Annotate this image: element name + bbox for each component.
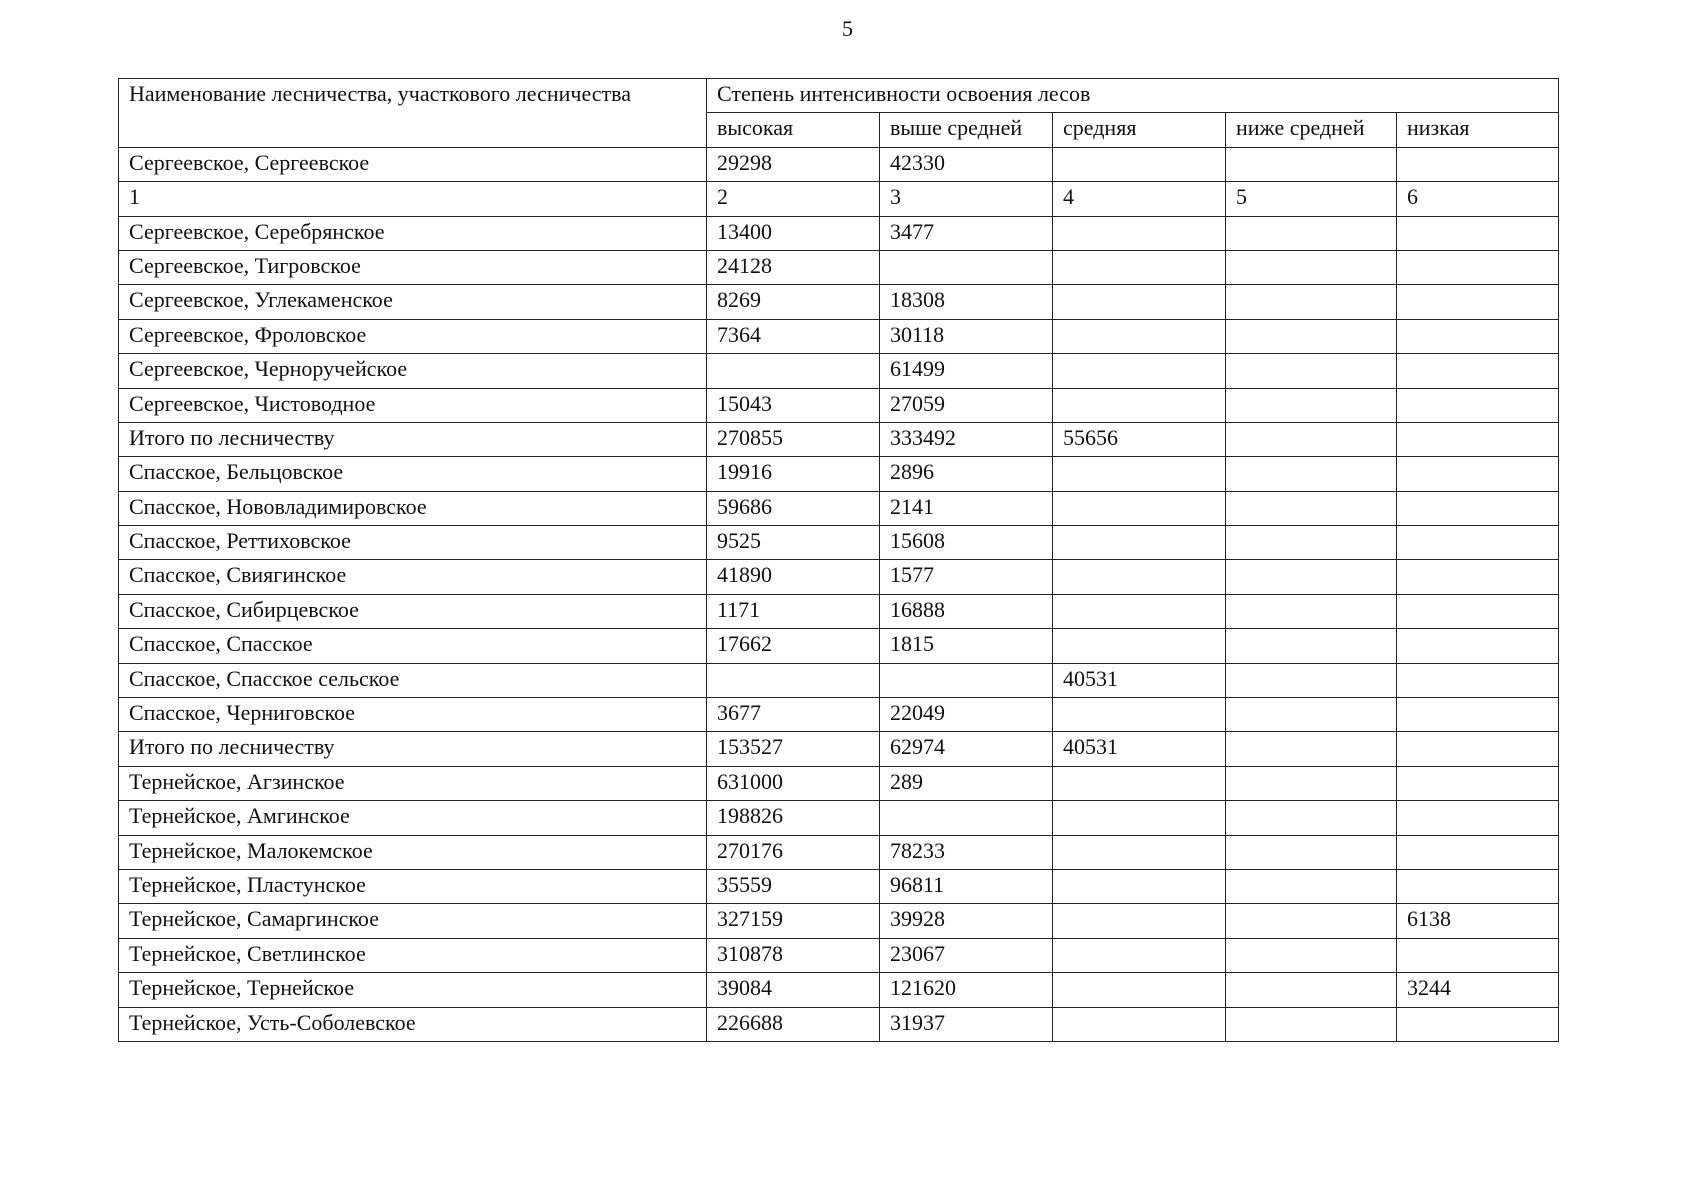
table-row [119, 526, 1559, 560]
cell-above-average [880, 801, 1053, 835]
cell-above-average: 1577 [880, 560, 1053, 594]
cell-name: Спасское, Нововладимировское [119, 491, 707, 525]
cell-above-average [880, 663, 1053, 697]
cell-high [707, 663, 880, 697]
cell-low [1397, 526, 1559, 560]
cell-above-average: 23067 [880, 938, 1053, 972]
cell-name: Спасское, Свиягинское [119, 560, 707, 594]
header-group-title: Степень интенсивности освоения лесов [707, 79, 1559, 113]
cell-low [1397, 938, 1559, 972]
cell-below-average [1226, 422, 1397, 456]
table-row [119, 663, 1559, 697]
cell-above-average: 22049 [880, 698, 1053, 732]
cell-low [1397, 663, 1559, 697]
cell-below-average [1226, 938, 1397, 972]
cell-low [1397, 629, 1559, 663]
cell-average [1053, 973, 1226, 1007]
cell-high: 153527 [707, 732, 880, 766]
cell-high: 39084 [707, 973, 880, 1007]
cell-low [1397, 594, 1559, 628]
table-row [119, 491, 1559, 525]
cell-average [1053, 835, 1226, 869]
cell-low [1397, 766, 1559, 800]
cell-high: 59686 [707, 491, 880, 525]
cell-below-average [1226, 869, 1397, 903]
cell-below-average [1226, 216, 1397, 250]
cell-high: 631000 [707, 766, 880, 800]
cell-low [1397, 319, 1559, 353]
cell-average [1053, 147, 1226, 181]
cell-below-average [1226, 250, 1397, 284]
cell-name: Тернейское, Амгинское [119, 801, 707, 835]
cell-high: 29298 [707, 147, 880, 181]
cell-above-average: 3477 [880, 216, 1053, 250]
cell-high: 15043 [707, 388, 880, 422]
cell-below-average [1226, 629, 1397, 663]
header-name-column: Наименование лесничества, участкового лесничества [119, 79, 707, 148]
cell-name: Тернейское, Самаргинское [119, 904, 707, 938]
cell-above-average: 30118 [880, 319, 1053, 353]
cell-average [1053, 560, 1226, 594]
cell-low [1397, 285, 1559, 319]
header-high: высокая [707, 113, 880, 147]
cell-high: 1171 [707, 594, 880, 628]
cell-below-average [1226, 801, 1397, 835]
cell-high: 8269 [707, 285, 880, 319]
table-row [119, 560, 1559, 594]
cell-above-average: 42330 [880, 147, 1053, 181]
table-row [119, 285, 1559, 319]
cell-below-average [1226, 835, 1397, 869]
cell-average [1053, 629, 1226, 663]
cell-high: 13400 [707, 216, 880, 250]
cell-name: 1 [119, 182, 707, 216]
cell-high: 41890 [707, 560, 880, 594]
cell-below-average [1226, 285, 1397, 319]
header-above-average: выше средней [880, 113, 1053, 147]
cell-above-average: 96811 [880, 869, 1053, 903]
table-row [119, 801, 1559, 835]
cell-below-average [1226, 698, 1397, 732]
cell-above-average: 78233 [880, 835, 1053, 869]
cell-low: 3244 [1397, 973, 1559, 1007]
table-row [119, 422, 1559, 456]
cell-name: Сергеевское, Черноручейское [119, 354, 707, 388]
cell-average [1053, 594, 1226, 628]
table-row [119, 182, 1559, 216]
cell-below-average [1226, 732, 1397, 766]
cell-name: Тернейское, Светлинское [119, 938, 707, 972]
cell-above-average: 289 [880, 766, 1053, 800]
cell-name: Спасское, Спасское [119, 629, 707, 663]
cell-low [1397, 732, 1559, 766]
cell-above-average: 121620 [880, 973, 1053, 1007]
cell-name: Сергеевское, Серебрянское [119, 216, 707, 250]
cell-below-average [1226, 491, 1397, 525]
cell-name: Итого по лесничеству [119, 732, 707, 766]
cell-average [1053, 869, 1226, 903]
cell-name: Спасское, Черниговское [119, 698, 707, 732]
cell-average [1053, 216, 1226, 250]
table-row [119, 766, 1559, 800]
cell-below-average [1226, 663, 1397, 697]
cell-above-average: 27059 [880, 388, 1053, 422]
table-row [119, 457, 1559, 491]
cell-low [1397, 698, 1559, 732]
table-row [119, 904, 1559, 938]
cell-average: 55656 [1053, 422, 1226, 456]
cell-name: Сергеевское, Углекаменское [119, 285, 707, 319]
cell-average [1053, 457, 1226, 491]
cell-low [1397, 250, 1559, 284]
table-row [119, 938, 1559, 972]
cell-below-average [1226, 560, 1397, 594]
cell-above-average: 15608 [880, 526, 1053, 560]
cell-average [1053, 938, 1226, 972]
table-row [119, 594, 1559, 628]
forest-intensity-table [118, 78, 1559, 1042]
cell-below-average [1226, 457, 1397, 491]
cell-average: 40531 [1053, 663, 1226, 697]
cell-high: 270176 [707, 835, 880, 869]
cell-above-average: 62974 [880, 732, 1053, 766]
cell-high: 19916 [707, 457, 880, 491]
cell-above-average [880, 250, 1053, 284]
cell-name: Сергеевское, Фроловское [119, 319, 707, 353]
cell-name: Сергеевское, Тигровское [119, 250, 707, 284]
cell-average [1053, 904, 1226, 938]
cell-low [1397, 388, 1559, 422]
cell-below-average [1226, 904, 1397, 938]
cell-below-average [1226, 354, 1397, 388]
cell-above-average: 16888 [880, 594, 1053, 628]
table-row [119, 629, 1559, 663]
cell-below-average [1226, 388, 1397, 422]
cell-below-average [1226, 766, 1397, 800]
cell-low [1397, 801, 1559, 835]
cell-average [1053, 285, 1226, 319]
header-low: низкая [1397, 113, 1559, 147]
cell-high: 2 [707, 182, 880, 216]
table-row [119, 319, 1559, 353]
cell-low: 6 [1397, 182, 1559, 216]
cell-high: 35559 [707, 869, 880, 903]
cell-low [1397, 457, 1559, 491]
cell-below-average: 5 [1226, 182, 1397, 216]
cell-average [1053, 766, 1226, 800]
table-row [119, 732, 1559, 766]
cell-average [1053, 319, 1226, 353]
cell-average [1053, 491, 1226, 525]
cell-below-average [1226, 147, 1397, 181]
cell-high [707, 354, 880, 388]
cell-low [1397, 216, 1559, 250]
cell-below-average [1226, 319, 1397, 353]
cell-name: Спасское, Спасское сельское [119, 663, 707, 697]
cell-name: Тернейское, Тернейское [119, 973, 707, 1007]
cell-high: 270855 [707, 422, 880, 456]
table-header-row [119, 79, 1559, 113]
cell-below-average [1226, 973, 1397, 1007]
cell-average [1053, 801, 1226, 835]
cell-above-average: 333492 [880, 422, 1053, 456]
cell-low [1397, 354, 1559, 388]
table-row [119, 388, 1559, 422]
page-number: 5 [842, 16, 853, 41]
cell-average [1053, 354, 1226, 388]
cell-high: 17662 [707, 629, 880, 663]
table-row [119, 973, 1559, 1007]
cell-high: 7364 [707, 319, 880, 353]
cell-name: Тернейское, Малокемское [119, 835, 707, 869]
cell-above-average: 61499 [880, 354, 1053, 388]
cell-above-average: 31937 [880, 1007, 1053, 1041]
cell-low [1397, 147, 1559, 181]
cell-high: 327159 [707, 904, 880, 938]
cell-low [1397, 835, 1559, 869]
cell-high: 226688 [707, 1007, 880, 1041]
table-row [119, 250, 1559, 284]
cell-average [1053, 526, 1226, 560]
cell-average [1053, 1007, 1226, 1041]
table-row [119, 869, 1559, 903]
cell-high: 9525 [707, 526, 880, 560]
cell-name: Сергеевское, Чистоводное [119, 388, 707, 422]
cell-low: 6138 [1397, 904, 1559, 938]
table-row [119, 147, 1559, 181]
header-average: средняя [1053, 113, 1226, 147]
table-row [119, 698, 1559, 732]
cell-name: Сергеевское, Сергеевское [119, 147, 707, 181]
cell-low [1397, 560, 1559, 594]
cell-above-average: 18308 [880, 285, 1053, 319]
header-below-average: ниже средней [1226, 113, 1397, 147]
cell-above-average: 39928 [880, 904, 1053, 938]
cell-above-average: 2896 [880, 457, 1053, 491]
cell-above-average: 1815 [880, 629, 1053, 663]
cell-below-average [1226, 526, 1397, 560]
cell-name: Тернейское, Пластунское [119, 869, 707, 903]
cell-low [1397, 1007, 1559, 1041]
cell-below-average [1226, 1007, 1397, 1041]
cell-name: Спасское, Бельцовское [119, 457, 707, 491]
cell-below-average [1226, 594, 1397, 628]
cell-name: Итого по лесничеству [119, 422, 707, 456]
cell-above-average: 3 [880, 182, 1053, 216]
cell-average: 4 [1053, 182, 1226, 216]
cell-name: Тернейское, Агзинское [119, 766, 707, 800]
cell-average [1053, 388, 1226, 422]
table-row [119, 835, 1559, 869]
table-body [119, 147, 1559, 1041]
table-row [119, 216, 1559, 250]
cell-name: Спасское, Сибирцевское [119, 594, 707, 628]
cell-high: 24128 [707, 250, 880, 284]
cell-name: Спасское, Реттиховское [119, 526, 707, 560]
cell-high: 3677 [707, 698, 880, 732]
cell-name: Тернейское, Усть-Соболевское [119, 1007, 707, 1041]
cell-high: 198826 [707, 801, 880, 835]
cell-low [1397, 869, 1559, 903]
cell-above-average: 2141 [880, 491, 1053, 525]
cell-average [1053, 698, 1226, 732]
table-row [119, 1007, 1559, 1041]
cell-low [1397, 491, 1559, 525]
cell-low [1397, 422, 1559, 456]
cell-average [1053, 250, 1226, 284]
cell-average: 40531 [1053, 732, 1226, 766]
table-row [119, 354, 1559, 388]
cell-high: 310878 [707, 938, 880, 972]
